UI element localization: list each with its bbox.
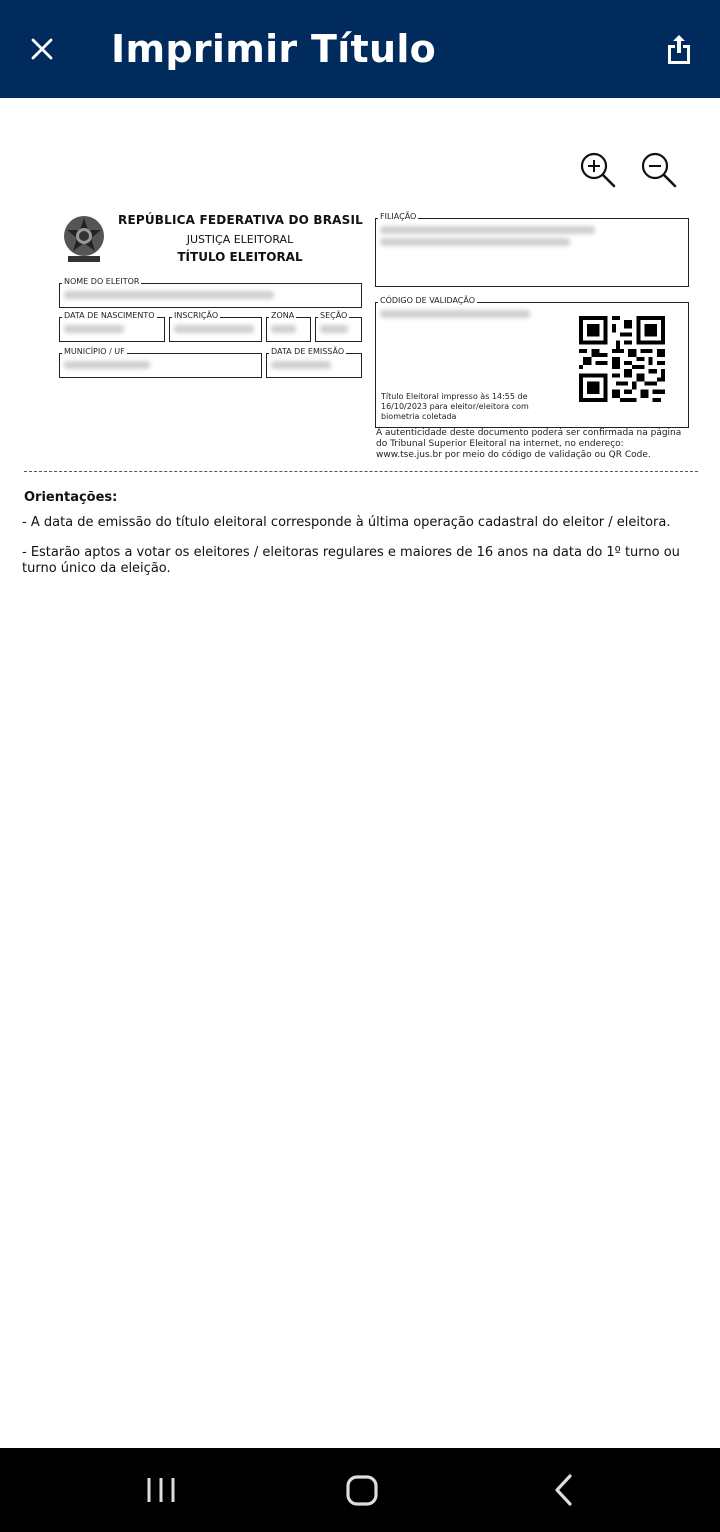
redacted-value [64, 361, 150, 369]
close-button[interactable] [22, 29, 62, 69]
field-zona [266, 311, 311, 342]
page-title: Imprimir Título [111, 27, 437, 71]
orientacao-item: - A data de emissão do título eleitoral corresponde à última operação cadastral do eleitor / eleitora. [22, 515, 671, 530]
share-button[interactable] [658, 28, 700, 70]
redacted-value [174, 325, 254, 333]
field-label: FILIAÇÃO [380, 212, 417, 221]
recent-apps-button[interactable] [139, 1468, 183, 1512]
field-label: DATA DE EMISSÃO [271, 347, 345, 356]
field-label: CÓDIGO DE VALIDAÇÃO [380, 296, 476, 305]
zoom-out-button[interactable] [640, 151, 678, 189]
recent-apps-icon [139, 1468, 183, 1512]
org-justica: JUSTIÇA ELEITORAL [186, 233, 294, 246]
home-button[interactable] [340, 1468, 384, 1512]
field-label: NOME DO ELEITOR [64, 277, 140, 286]
app-bar [0, 0, 720, 98]
printed-note: Título Eleitoral impresso às 14:55 de 16/10/2023 para eleitor/eleitora com biometria coletada [381, 392, 529, 421]
field-inscricao [169, 311, 262, 342]
system-nav-bar [0, 1448, 720, 1532]
field-label: MUNICÍPIO / UF [64, 347, 125, 356]
field-emissao [266, 347, 362, 378]
home-icon [340, 1468, 384, 1512]
redacted-value [64, 325, 124, 333]
cut-line-divider [24, 471, 698, 472]
qr-code-icon [579, 316, 665, 402]
redacted-value [64, 291, 274, 299]
field-filiacao [375, 212, 689, 287]
back-button[interactable] [542, 1468, 586, 1512]
field-label: ZONA [271, 311, 295, 320]
field-label: SEÇÃO [320, 311, 348, 320]
orientacoes-title: Orientações: [24, 490, 118, 505]
redacted-value [380, 310, 530, 318]
doc-title: TÍTULO ELEITORAL [177, 250, 303, 264]
brazil-coat-of-arms-icon [60, 212, 108, 264]
field-secao [315, 311, 362, 342]
authenticity-note: A autenticidade deste documento poderá ser confirmada na página do Tribunal Superior Eleitoral na internet, no endereço: www.tse.jus.br por meio do código de validação ou QR Code. [376, 428, 682, 460]
zoom-out-icon [640, 151, 678, 189]
orientacao-item: - Estarão aptos a votar os eleitores / eleitoras regulares e maiores de 16 anos na data do 1º turno ou turno único da eleição. [22, 545, 680, 576]
redacted-value [271, 361, 331, 369]
field-nascimento [59, 311, 165, 342]
redacted-value [320, 325, 348, 333]
redacted-value [380, 238, 570, 246]
share-icon [666, 33, 692, 65]
field-label: INSCRIÇÃO [174, 311, 219, 320]
close-icon [31, 38, 53, 60]
field-nome [59, 277, 362, 308]
field-municipio [59, 347, 262, 378]
field-label: DATA DE NASCIMENTO [64, 311, 155, 320]
redacted-value [380, 226, 595, 234]
zoom-in-button[interactable] [579, 151, 617, 189]
zoom-in-icon [579, 151, 617, 189]
redacted-value [271, 325, 296, 333]
back-icon [542, 1468, 586, 1512]
org-republica: REPÚBLICA FEDERATIVA DO BRASIL [118, 213, 364, 227]
